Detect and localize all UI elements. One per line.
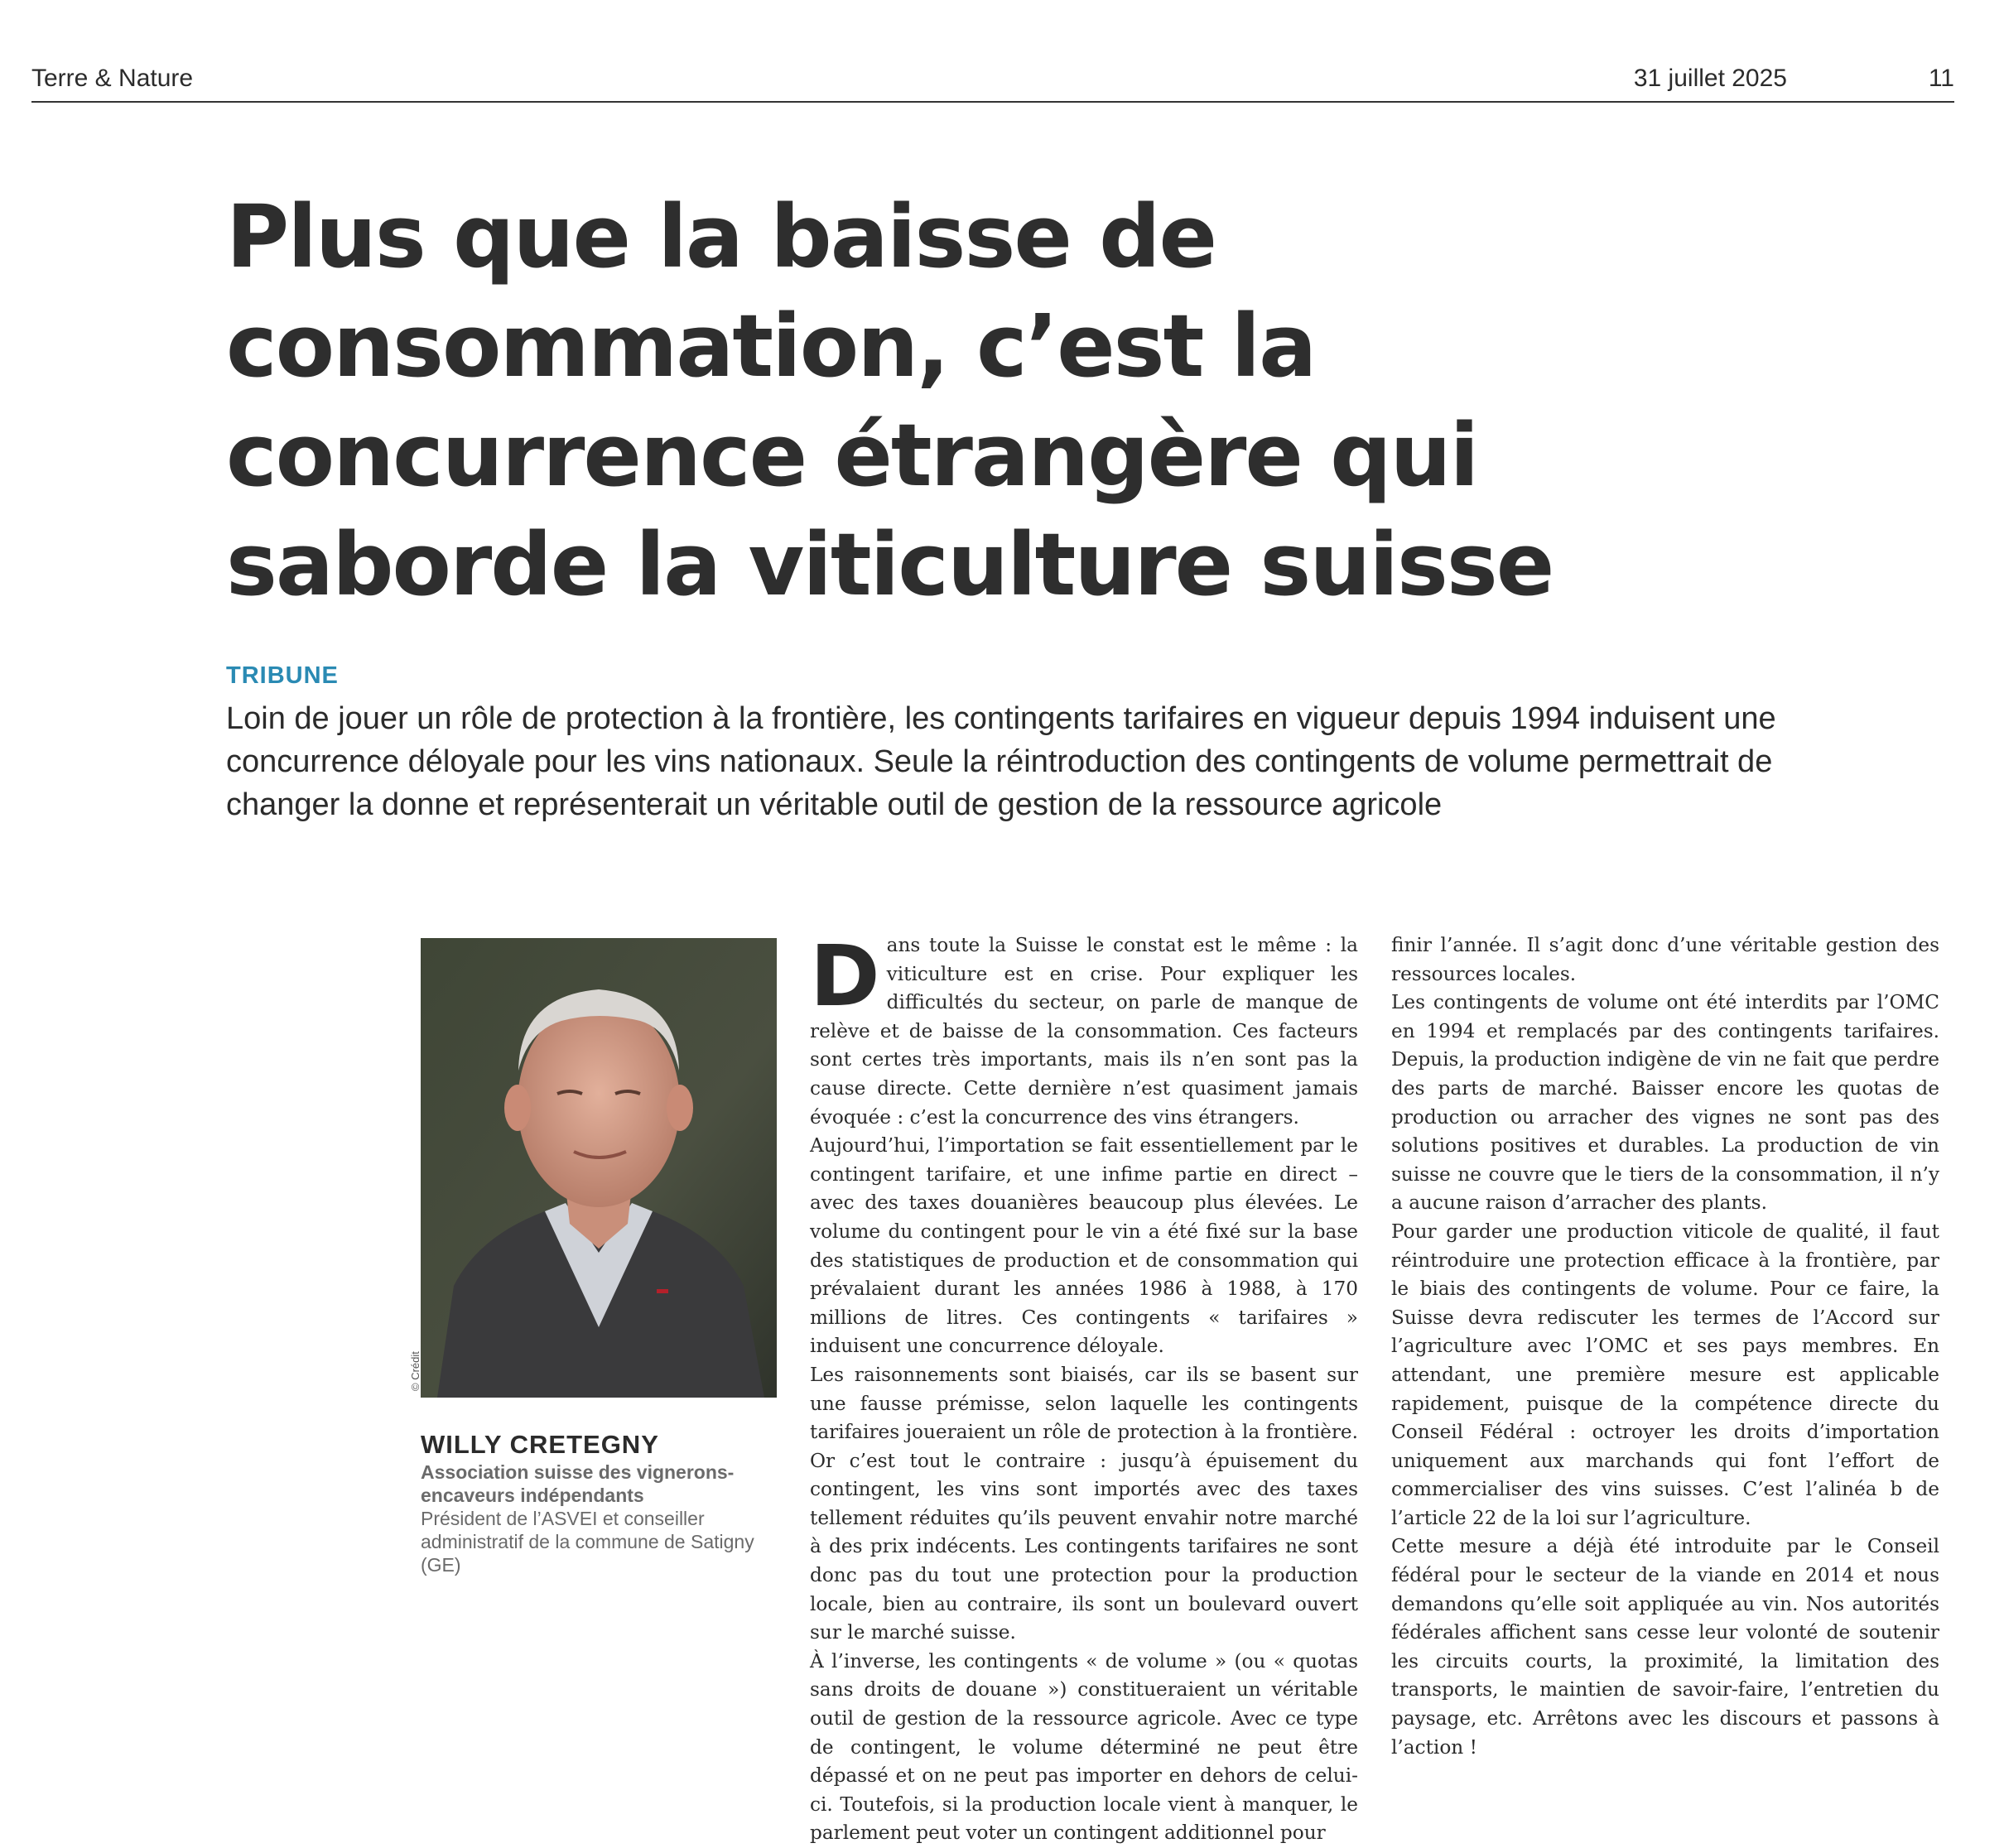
- drop-cap: D: [810, 927, 880, 1026]
- body-paragraph: Dans toute la Suisse le constat est le même : la viticulture est en crise. Pour expliquer les difficultés du secteur, on parle de manque de relève et de baisse de la consommation. Ces facteurs sont certes très importants, mais ils n’en sont pas la cause directe. Cette dernière n’est quasiment jamais évoquée : c’est la concurrence des vins étrangers.: [810, 927, 1358, 1129]
- body-paragraph: Les raisonnements sont biaisés, car ils se basent sur une fausse prémisse, selon laquelle les contingents tarifaires joueraient un rôle de protection à la frontière. Or c’est tout le contraire : jusqu’à épuisement du contingent, les vins sont importés avec des taxes tellement réduites qu’ils peuvent envahir notre marché à des prix indécents. Les contingents tarifaires ne sont donc pas du tout une protection pour la production locale, bien au contraire, ils sont un boulevard ouvert sur le marché suisse.: [810, 1363, 1358, 1644]
- author-role: Président de l’ASVEI et conseiller administratif de la commune de Satigny (GE): [421, 1508, 754, 1576]
- publication-name: Terre & Nature: [31, 65, 194, 92]
- body-paragraph: finir l’année. Il s’agit donc d’une véritable gestion des ressources locales.: [1391, 934, 1939, 985]
- author-portrait: [421, 938, 777, 1398]
- body-paragraph: Les contingents de volume ont été interdits par l’OMC en 1994 et remplacés par des contingents tarifaires. Depuis, la production indigène de vin ne fait que perdre des parts de marché. Baisser encore les quotas de production ou arracher des vignes ne sont pas des solutions positives et durables. La production de vin suisse ne couvre que le tiers de la consommation, il n’y a aucune raison d’arracher des plants.: [1391, 991, 1939, 1215]
- page-number: 11: [1928, 65, 1954, 92]
- article-headline: Plus que la baisse de consommation, c’est la concurrence étrangère qui saborde la viticulture suisse: [226, 186, 1554, 615]
- page-header: [31, 65, 1954, 103]
- author-box: [421, 1429, 793, 1576]
- body-paragraph: Pour garder une production viticole de qualité, il faut réintroduire une protection efficace à la frontière, par le biais des contingents de volume. Pour ce faire, la Suisse devra rediscuter les termes de l’Accord sur l’agriculture avec l’OMC et ses pays membres. En attendant, une première mesure est applicable rapidement, puisque de la compétence directe du Conseil Fédéral : octroyer les droits d’importation uniquement aux marchands qui font l’effort de commercialiser des vins suisses. C’est l’alinéa b de l’article 22 de la loi sur l’agriculture.: [1391, 1220, 1939, 1529]
- author-name: WILLY CRETEGNY: [421, 1430, 659, 1459]
- photo-credit: © Crédit: [409, 1351, 422, 1391]
- body-paragraph: Cette mesure a déjà été introduite par le Conseil fédéral pour le secteur de la viande en 2014 et nous demandons qu’elle soit appliquée au vin. Nos autorités fédérales affichent sans cesse leur volonté de soutenir les circuits courts, la proximité, la limitation des transports, le maintien de savoir-faire, l’entretien du paysage, etc. Arrêtons avec les discours et passons à l’action !: [1391, 1535, 1939, 1759]
- issue-date: 31 juillet 2025: [1633, 65, 1787, 92]
- body-column-1: [810, 927, 1358, 1848]
- body-paragraph: À l’inverse, les contingents « de volume » (ou « quotas sans droits de douane ») constitueraient un véritable outil de gestion de la ressource agricole. Avec ce type de contingent, le volume déterminé ne peut être dépassé et on ne peut pas importer en dehors de celui-ci. Toutefois, si la production locale vient à manquer, le parlement peut voter un contingent additionnel pour: [810, 1649, 1358, 1845]
- author-organization: Association suisse des vignerons-encaveurs indépendants: [421, 1461, 735, 1506]
- body-column-2: [1391, 931, 1939, 1762]
- article-lead: Loin de jouer un rôle de protection à la frontière, les contingents tarifaires en vigueur depuis 1994 induisent une concurrence déloyale pour les vins nationaux. Seule la réintroduction des contingents de volume permettrait de changer la donne et représenterait un véritable outil de gestion de la ressource agricole: [226, 701, 1776, 822]
- section-kicker: TRIBUNE: [226, 662, 339, 689]
- body-paragraph: Aujourd’hui, l’importation se fait essentiellement par le contingent tarifaire, et une infime partie en direct – avec des taxes douanières beaucoup plus élevées. Le volume du contingent pour le vin a été fixé sur la base des statistiques de production et de consommation qui prévalaient durant les années 1986 à 1988, à 170 millions de litres. Ces contingents « tarifaires » induisent une concurrence déloyale.: [810, 1134, 1358, 1358]
